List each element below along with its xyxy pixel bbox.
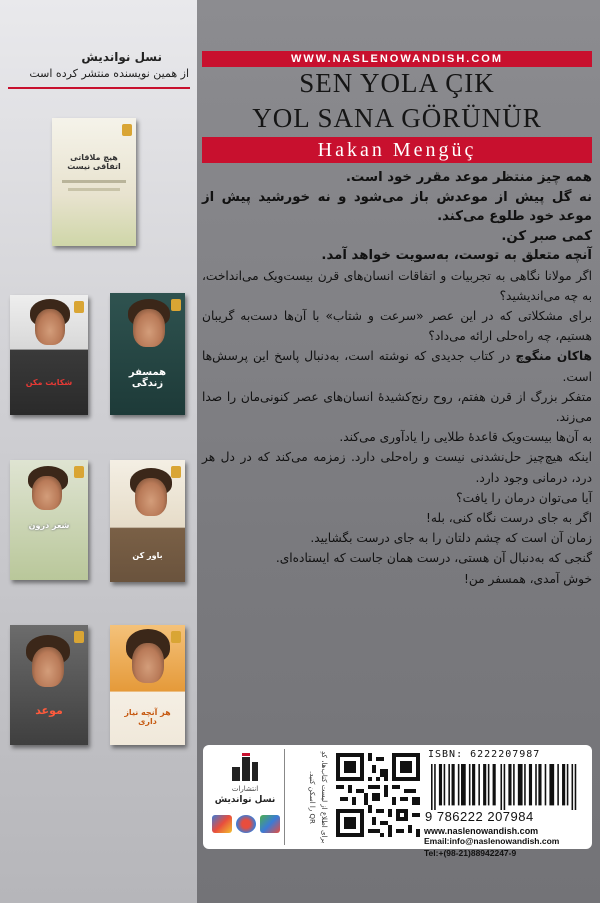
award-badge-icon <box>260 815 280 833</box>
barcode <box>431 764 581 810</box>
blurb-paragraph: خوش آمدی، همسفر من! <box>463 571 592 586</box>
cover-decoration <box>68 188 120 191</box>
book-cover-5 <box>110 460 185 582</box>
award-badge-icon <box>236 815 256 833</box>
publisher-mark-icon <box>230 753 260 783</box>
book-title: شعر درون <box>28 521 70 530</box>
title-line-2: YOL SANA GÖRÜNÜR <box>252 103 542 133</box>
publisher-logo-icon <box>74 631 84 643</box>
book-cover-3 <box>110 293 185 415</box>
award-badge-icon <box>212 815 232 833</box>
series-subtitle: از همین نویسنده منتشر کرده است <box>29 67 189 80</box>
author-name-fa: هاکان منگوچ <box>515 349 593 364</box>
cover-decoration <box>62 180 126 183</box>
isbn-number: 9 786222 207984 <box>425 809 534 824</box>
divider <box>8 87 190 89</box>
portrait-face <box>133 309 165 347</box>
publisher-logo-icon <box>74 466 84 478</box>
blurb-bold-line: نه گل پیش از موعدش باز می‌شود و نه خورشید پیش از موعد خود طلوع می‌کند. <box>202 189 592 224</box>
blurb-paragraph: متفکر بزرگ از قرن هفتم، روح رنج‌کشیدهٔ انسان‌های عصر کنونی‌مان را صدا می‌زند. <box>202 389 592 424</box>
publisher-info-box <box>203 745 592 849</box>
portrait-face <box>32 476 62 510</box>
website-link[interactable]: www.naslenowandish.com <box>424 826 539 836</box>
book-cover-7 <box>110 625 185 745</box>
email-link[interactable]: Email:info@naslenowandish.com <box>424 836 560 846</box>
book-cover-4 <box>10 460 88 580</box>
blurb-paragraph: به آن‌ها بیست‌ویک قاعدهٔ طلایی را یادآوری می‌کند. <box>339 430 592 445</box>
series-title: نسل نواندیش <box>81 50 162 64</box>
book-cover-6 <box>10 625 88 745</box>
publisher-logo-icon <box>74 301 84 313</box>
blurb-paragraph: گنجی که به‌دنبال آن هستی، درست همان جاست که ایستاده‌ای. <box>275 551 592 566</box>
publisher-logo-icon <box>171 466 181 478</box>
blurb-bold-line: همه چیز منتظر موعد مقرر خود است. <box>345 170 592 185</box>
isbn-label: ISBN: 6222207987 <box>428 749 541 760</box>
publisher-name: نسل نواندیش <box>214 795 276 805</box>
book-cover-1 <box>52 118 136 246</box>
qr-instruction: برای اطلاع از لیست کتاب‌ها، کدِ QR را اسکن کنید. <box>308 750 328 844</box>
book-cover-2 <box>10 295 88 415</box>
blurb-paragraph: اگر مولانا نگاهی به تجربیات و اتفاقات انسان‌های قرن بیست‌ویک می‌انداخت، به چه می‌اندیشید؟ <box>202 268 592 303</box>
book-title: هر آنچه نیاز داری <box>124 708 171 726</box>
website-banner: WWW.NASLENOWANDISH.COM <box>202 51 592 67</box>
blurb-paragraph-rest: در کتاب جدیدی که نوشته است، به‌دنبال پاسخ این پرسش‌ها است. <box>202 349 592 384</box>
author-banner: Hakan Mengüç <box>202 137 592 163</box>
publisher-logo-icon <box>122 124 132 136</box>
book-title: باور کن <box>132 551 163 560</box>
title-line-1: SEN YOLA ÇIK <box>299 68 495 98</box>
publisher-logo-icon <box>171 299 181 311</box>
publisher-label: انتشارات <box>231 785 259 793</box>
blurb-bold-line: کمی صبر کن. <box>501 228 592 244</box>
blurb-text <box>202 168 592 589</box>
blurb-bold-line: آنچه متعلق به توست، به‌سویت خواهد آمد. <box>321 248 592 263</box>
blurb-paragraph: اینکه هیچ‌چیز حل‌نشدنی نیست و راه‌حلی دارد. زمزمه می‌کند که در دل هر درد، درمانی وجود دارد. <box>202 450 592 485</box>
portrait-face <box>132 643 164 683</box>
award-badges <box>212 815 280 841</box>
blurb-paragraph <box>202 346 592 386</box>
portrait-face <box>35 309 65 345</box>
qr-code <box>336 753 420 837</box>
blurb-paragraph: زمان آن است که چشم دلتان را به جای درست بگشایید. <box>310 531 592 546</box>
blurb-paragraph: اگر به جای درست نگاه کنی، بله! <box>425 510 592 525</box>
publisher-logo-icon <box>171 631 181 643</box>
portrait-face <box>32 647 64 687</box>
phone-number: Tel:+(98-21)88942247-9 <box>424 848 517 858</box>
blurb-paragraph: برای مشکلاتی که در این عصر «سرعت و شتاب» با آن‌ها دست‌به گریبان هستیم، چه راه‌حلی ارائه می‌داد؟ <box>202 308 592 344</box>
book-title: همسفر زندگی <box>128 367 167 389</box>
book-title: موعد <box>35 704 63 717</box>
blurb-paragraph: آیا می‌توان درمان را یافت؟ <box>456 490 592 505</box>
publisher-logo-area <box>206 749 285 845</box>
portrait-face <box>135 478 167 516</box>
book-title: شکایت مکن <box>25 378 73 387</box>
book-title: هیچ ملاقاتی اتفاقی نیست <box>67 153 121 171</box>
